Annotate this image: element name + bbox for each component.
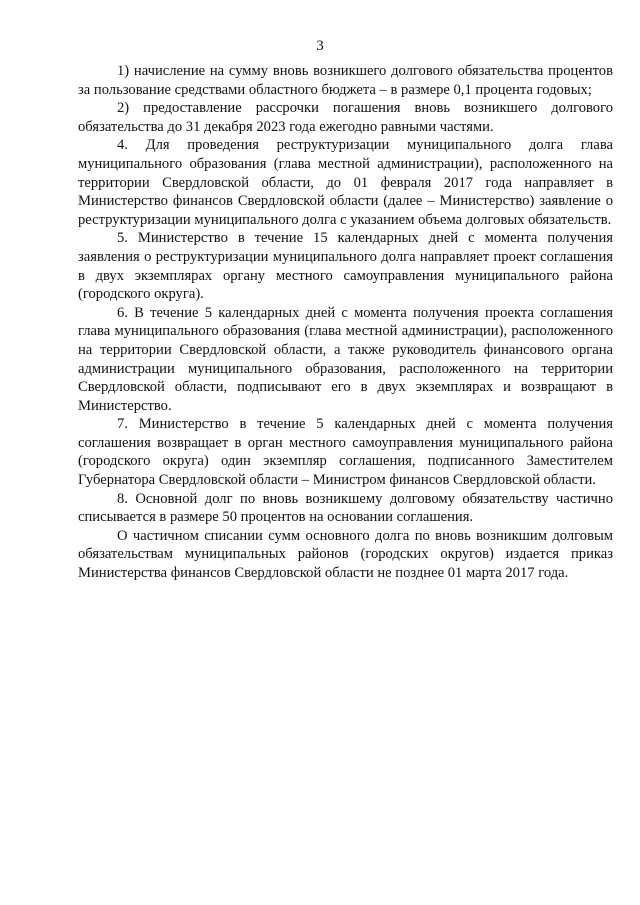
- paragraph-section-7: 7. Министерство в течение 5 календарных дней с момента получения соглашения возвращает в орган местного самоуправления муниципального района (городского округа) один экземпляр соглашения, подписанного Заместителем Губернатора Свердловской области – Министром финансов Свердловской области.: [78, 416, 613, 489]
- paragraph-write-off-order: О частичном списании сумм основного долга по вновь возникшим долговым обязательствам муниципальных районов (городских округов) издается приказ Министерства финансов Свердловской области не позднее 01 марта 2017 года.: [78, 527, 613, 582]
- page-number: 3: [316, 38, 324, 54]
- paragraph-item-2: 2) предоставление рассрочки погашения вновь возникшего долгового обязательства до 31 декабря 2023 года ежегодно равными частями.: [78, 100, 613, 135]
- paragraph-item-1: 1) начисление на сумму вновь возникшего долгового обязательства процентов за пользование средствами областного бюджета – в размере 0,1 процента годовых;: [78, 63, 613, 98]
- paragraph-section-4: 4. Для проведения реструктуризации муниципального долга глава муниципального образования (глава местной администрации), расположенного на территории Свердловской области, до 01 февраля 2017 года направляет в Министерство финансов Свердловской области (далее – Министерство) заявление о реструктуризации муниципального долга с указанием объема долговых обязательств.: [78, 137, 613, 228]
- paragraph-section-6: 6. В течение 5 календарных дней с момента получения проекта соглашения глава муниципального образования (глава местной администрации), расположенного на территории Свердловской области, а также руководитель финансового органа администрации муниципального образования, расположенного на территории Свердловской области, подписывают его в двух экземплярах и возвращают в Министерство.: [78, 304, 613, 414]
- paragraph-section-5: 5. Министерство в течение 15 календарных дней с момента получения заявления о реструктуризации муниципального долга направляет проект соглашения в двух экземплярах органу местного самоуправления муниципального района (городского округа).: [78, 230, 613, 303]
- document-body: [78, 62, 613, 583]
- paragraph-section-8: 8. Основной долг по вновь возникшему долговому обязательству частично списывается в размере 50 процентов на основании соглашения.: [78, 490, 613, 526]
